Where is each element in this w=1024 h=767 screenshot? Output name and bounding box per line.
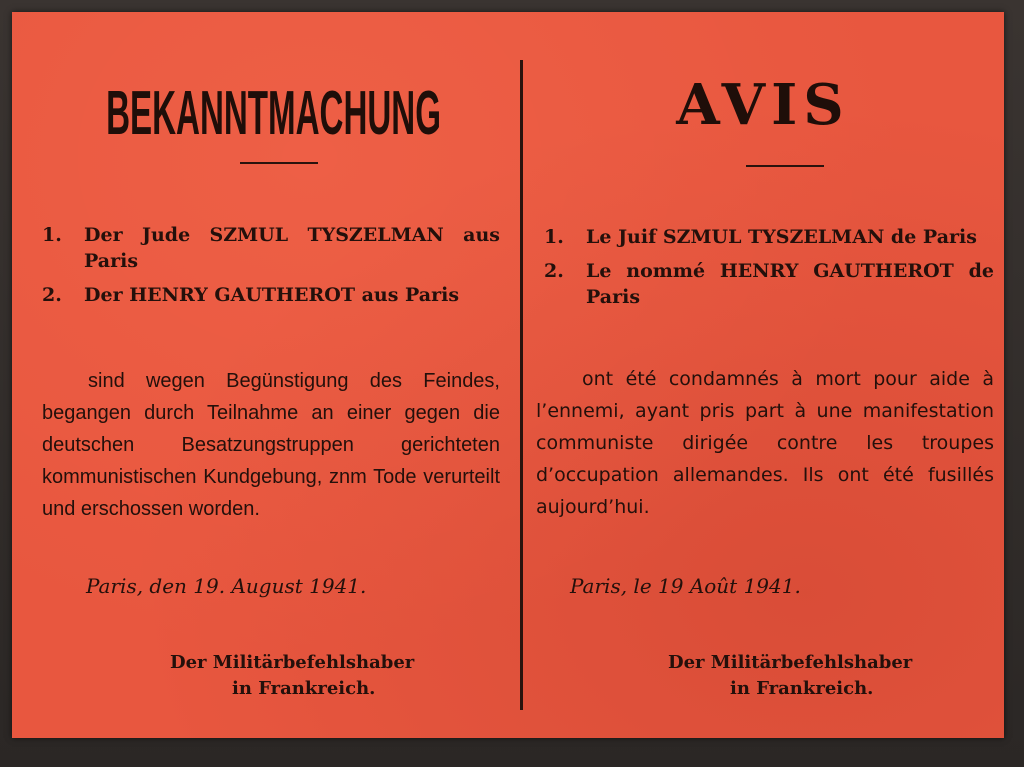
german-column bbox=[42, 12, 500, 738]
german-date: Paris, den 19. August 1941. bbox=[86, 574, 367, 598]
german-signature bbox=[170, 650, 414, 702]
german-list bbox=[42, 222, 500, 316]
list-item bbox=[42, 282, 500, 308]
french-date: Paris, le 19 Août 1941. bbox=[570, 574, 801, 598]
french-signature bbox=[668, 650, 912, 702]
french-title-rule bbox=[746, 165, 824, 167]
french-list bbox=[544, 224, 994, 318]
list-item-number: 2. bbox=[544, 260, 564, 282]
list-item bbox=[544, 224, 994, 250]
column-divider bbox=[520, 60, 523, 710]
list-item-number: 1. bbox=[544, 226, 564, 248]
list-item-text: Der HENRY GAUTHEROT aus Paris bbox=[84, 284, 460, 306]
french-title: AVIS bbox=[676, 72, 850, 138]
signature-line-1: Der Militärbefehlshaber bbox=[668, 652, 913, 673]
german-title: BEKANNTMACHUNG bbox=[106, 77, 441, 148]
signature-line-1: Der Militärbefehlshaber bbox=[170, 652, 415, 673]
signature-line-2: in Frankreich. bbox=[232, 678, 376, 699]
signature-line-2: in Frankreich. bbox=[730, 678, 874, 699]
list-item bbox=[42, 222, 500, 274]
list-item bbox=[544, 258, 994, 310]
french-body-text: ont été condamnés à mort pour aide à l’ennemi, ayant pris part à une manifestation communiste dirigée contre les troupes d’occupation allemandes. Ils ont été fusillés aujourd’hui. bbox=[536, 368, 994, 518]
list-item-number: 2. bbox=[42, 284, 62, 306]
french-column bbox=[532, 12, 994, 738]
list-item-text: Der Jude SZMUL TYSZELMAN aus Paris bbox=[84, 224, 500, 272]
list-item-number: 1. bbox=[42, 224, 62, 246]
german-title-rule bbox=[240, 162, 318, 164]
list-item-text: Le nommé HENRY GAUTHEROT de Paris bbox=[586, 260, 994, 308]
notice-poster bbox=[12, 12, 1004, 738]
german-body-text: sind wegen Begünstigung des Feindes, begangen durch Teilnahme an einer gegen die deutschen Besatzungstruppen gerichteten kommunistischen Kundgebung, znm Tode verurteilt und erschossen worden. bbox=[42, 370, 500, 520]
list-item-text: Le Juif SZMUL TYSZELMAN de Paris bbox=[586, 226, 977, 248]
